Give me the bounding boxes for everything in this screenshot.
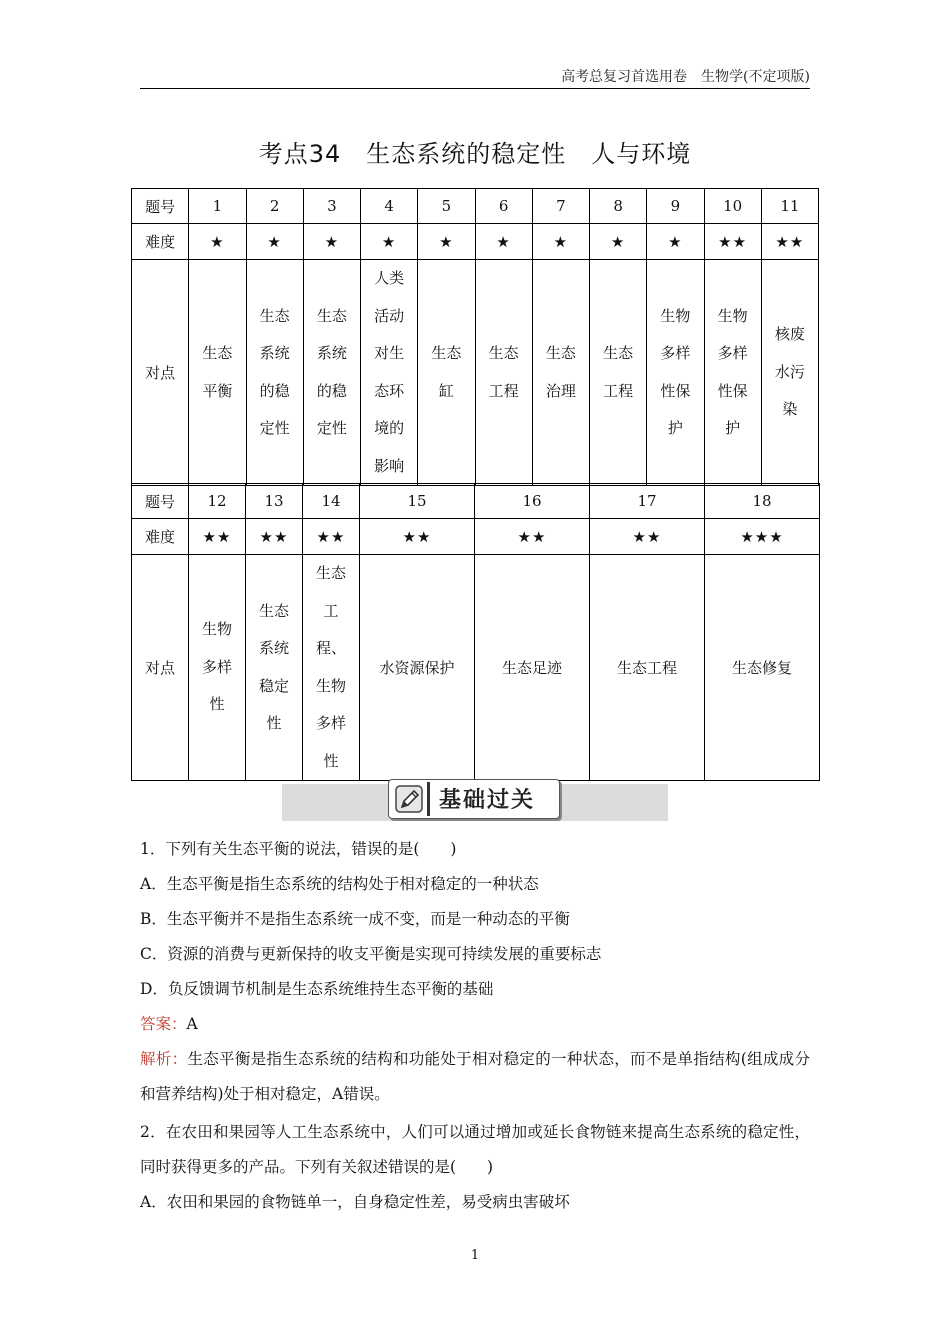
question-num: 10 bbox=[704, 189, 761, 224]
row-label-topic: 对点 bbox=[132, 555, 189, 781]
topic-text: 生物多样性保护 bbox=[660, 306, 691, 437]
table-row bbox=[132, 484, 820, 519]
topic-cell bbox=[361, 260, 418, 486]
question-num: 9 bbox=[647, 189, 704, 224]
option-b: B．生态平衡并不是指生态系统一成不变，而是一种动态的平衡 bbox=[140, 910, 570, 928]
question-num: 7 bbox=[532, 189, 589, 224]
topic-cell bbox=[246, 260, 303, 486]
answer-label: 答案： bbox=[140, 1015, 187, 1033]
option-d: D．负反馈调节机制是生态系统维持生态平衡的基础 bbox=[140, 980, 494, 998]
table-row bbox=[132, 224, 819, 260]
question-stem: 2．在农田和果园等人工生态系统中，人们可以通过增加或延长食物链来提高生态系统的稳定性，同时获得更多的产品。下列有关叙述错误的是( ) bbox=[140, 1123, 810, 1176]
question-num: 8 bbox=[590, 189, 647, 224]
row-label-num: 题号 bbox=[132, 484, 189, 519]
difficulty-stars: ★★★ bbox=[705, 519, 820, 555]
topic-cell bbox=[189, 555, 246, 781]
topic-text: 生态治理 bbox=[545, 344, 576, 400]
difficulty-stars: ★★ bbox=[590, 519, 705, 555]
difficulty-stars: ★★ bbox=[761, 224, 818, 260]
topic-text: 生态系统的稳定性 bbox=[316, 306, 347, 437]
question-1 bbox=[140, 832, 810, 1112]
topic-cell bbox=[704, 260, 761, 486]
header-rule bbox=[140, 88, 810, 89]
topic-cell bbox=[590, 260, 647, 486]
question-num: 13 bbox=[246, 484, 303, 519]
topic-cell: 生态修复 bbox=[705, 555, 820, 781]
table-row bbox=[132, 260, 819, 486]
difficulty-stars: ★★ bbox=[303, 519, 360, 555]
row-label-num: 题号 bbox=[132, 189, 189, 224]
difficulty-stars: ★ bbox=[246, 224, 303, 260]
question-num: 18 bbox=[705, 484, 820, 519]
topic-text: 生态系统的稳定性 bbox=[259, 306, 290, 437]
page-number: 1 bbox=[470, 1248, 480, 1263]
topic-cell bbox=[303, 260, 360, 486]
question-num: 5 bbox=[418, 189, 475, 224]
topic-cell bbox=[189, 260, 246, 486]
question-num: 1 bbox=[189, 189, 246, 224]
pencil-icon bbox=[393, 783, 425, 815]
difficulty-stars: ★ bbox=[361, 224, 418, 260]
topic-cell bbox=[246, 555, 303, 781]
difficulty-stars: ★★ bbox=[246, 519, 303, 555]
analysis-paragraph bbox=[140, 1042, 810, 1112]
difficulty-stars: ★★ bbox=[704, 224, 761, 260]
topic-text: 生态工程、生物多样性 bbox=[315, 564, 346, 770]
topic-cell bbox=[647, 260, 704, 486]
topic-text: 生物多样性保护 bbox=[717, 306, 748, 437]
answer-value: A bbox=[186, 1015, 198, 1033]
topic-table-2 bbox=[131, 483, 820, 781]
section-badge bbox=[388, 779, 560, 819]
question-num: 12 bbox=[189, 484, 246, 519]
question-num: 3 bbox=[303, 189, 360, 224]
section-banner bbox=[282, 784, 668, 821]
difficulty-stars: ★★ bbox=[360, 519, 475, 555]
topic-cell bbox=[761, 260, 818, 486]
analysis-label: 解析： bbox=[140, 1050, 188, 1068]
table-row bbox=[132, 189, 819, 224]
answer-line bbox=[140, 1007, 810, 1042]
topic-text: 生态平衡 bbox=[202, 344, 233, 400]
difficulty-stars: ★ bbox=[475, 224, 532, 260]
difficulty-stars: ★ bbox=[303, 224, 360, 260]
page-title: 考点34 生态系统的稳定性 人与环境 bbox=[258, 140, 692, 168]
topic-text: 生物多样性 bbox=[201, 620, 232, 714]
row-label-difficulty: 难度 bbox=[132, 224, 189, 260]
question-num: 2 bbox=[246, 189, 303, 224]
row-label-difficulty: 难度 bbox=[132, 519, 189, 555]
topic-table-1 bbox=[131, 188, 819, 486]
topic-text: 人类活动对生态环境的影响 bbox=[374, 269, 405, 475]
difficulty-stars: ★★ bbox=[189, 519, 246, 555]
question-num: 16 bbox=[475, 484, 590, 519]
difficulty-stars: ★ bbox=[532, 224, 589, 260]
topic-cell: 生态足迹 bbox=[475, 555, 590, 781]
topic-cell: 生态工程 bbox=[590, 555, 705, 781]
question-stem: 1．下列有关生态平衡的说法，错误的是( ) bbox=[140, 840, 457, 858]
topic-text: 生态工程 bbox=[603, 344, 634, 400]
question-2 bbox=[140, 1115, 810, 1220]
question-num: 15 bbox=[360, 484, 475, 519]
question-num: 14 bbox=[303, 484, 360, 519]
option-a: A．生态平衡是指生态系统的结构处于相对稳定的一种状态 bbox=[140, 875, 539, 893]
page-header-text: 高考总复习首选用卷 生物学(不定项版) bbox=[561, 69, 810, 85]
question-num: 4 bbox=[361, 189, 418, 224]
difficulty-stars: ★ bbox=[418, 224, 475, 260]
question-num: 11 bbox=[761, 189, 818, 224]
topic-cell: 水资源保护 bbox=[360, 555, 475, 781]
topic-cell bbox=[303, 555, 360, 781]
topic-cell bbox=[475, 260, 532, 486]
difficulty-stars: ★ bbox=[189, 224, 246, 260]
section-title: 基础过关 bbox=[439, 788, 536, 813]
topic-text: 生态缸 bbox=[431, 344, 462, 400]
question-num: 17 bbox=[590, 484, 705, 519]
topic-text: 生态工程 bbox=[488, 344, 519, 400]
difficulty-stars: ★★ bbox=[475, 519, 590, 555]
option-a: A．农田和果园的食物链单一，自身稳定性差，易受病虫害破坏 bbox=[140, 1193, 570, 1211]
table-row bbox=[132, 555, 820, 781]
topic-cell bbox=[532, 260, 589, 486]
topic-cell bbox=[418, 260, 475, 486]
topic-text: 核废水污染 bbox=[774, 325, 805, 419]
option-c: C．资源的消费与更新保持的收支平衡是实现可持续发展的重要标志 bbox=[140, 945, 602, 963]
question-num: 6 bbox=[475, 189, 532, 224]
difficulty-stars: ★ bbox=[590, 224, 647, 260]
badge-separator bbox=[427, 782, 430, 816]
row-label-topic: 对点 bbox=[132, 260, 189, 486]
topic-text: 生态系统稳定性 bbox=[258, 601, 289, 732]
table-row bbox=[132, 519, 820, 555]
difficulty-stars: ★ bbox=[647, 224, 704, 260]
analysis-text: 生态平衡是指生态系统的结构和功能处于相对稳定的一种状态，而不是单指结构(组成成分和营养结构)处于相对稳定，A错误。 bbox=[140, 1050, 810, 1103]
